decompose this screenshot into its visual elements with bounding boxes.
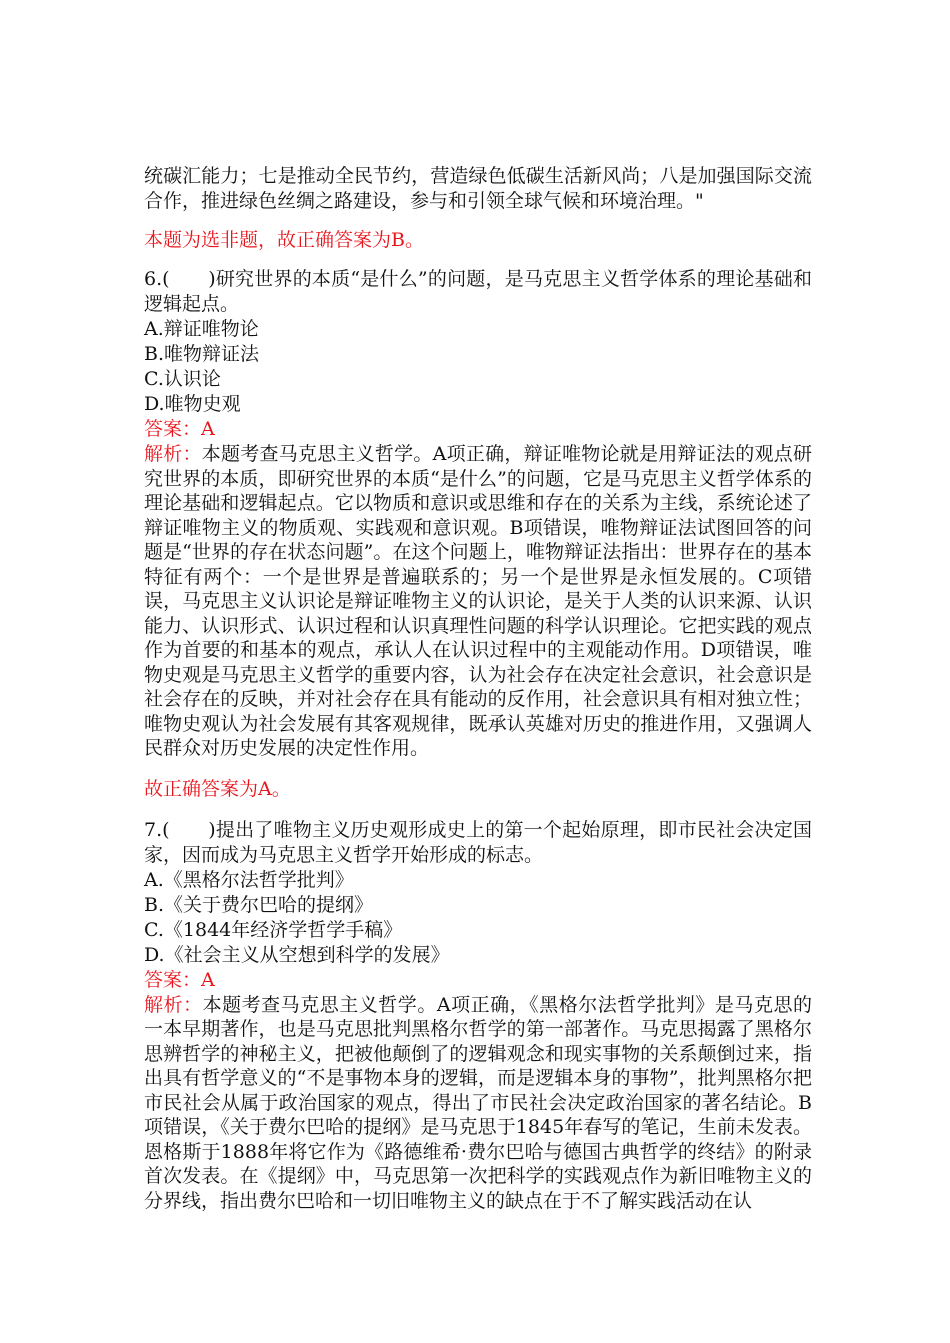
question-7-option-c: C.《1844年经济学哲学手稿》 <box>144 918 403 941</box>
analysis-text: 本题考查马克思主义哲学。A项正确，辩证唯物论就是用辩证法的观点研究世界的本质，即研究世界的本质“是什么”的问题，它是马克思主义哲学体系的理论基础和逻辑起点。它以物质和意识或思维和存在的关系为主线，系统论述了辩证唯物主义的物质观、实践观和意识观。B项错误，唯物辩证法试图回答的问题是“世界的存在状态问题”。在这个问题上，唯物辩证法指出：世界存在的基本特征有两个：一个是世界是普遍联系的；另一个是世界是永恒发展的。C项错误，马克思主义认识论是辩证唯物主义的认识论，是关于人类的认识来源、认识能力、认识形式、认识过程和认识真理性问题的科学认识理论。它把实践的观点作为首要的和基本的观点，承认人在认识过程中的主观能动作用。D项错误，唯物史观是马克思主义哲学的重要内容，认为社会存在决定社会意识，社会意识是社会存在的反映，并对社会存在具有能动的反作用，社会意识具有相对独立性；唯物史观认为社会发展有其客观规律，既承认英雄对历史的推进作用，又强调人民群众对历史发展的决定性作用。 <box>144 443 812 759</box>
intro-conclusion: 本题为选非题，故正确答案为B。 <box>144 229 424 251</box>
analysis-text: 本题考查马克思主义哲学。A项正确，《黑格尔法哲学批判》是马克思的一本早期著作，也是马克思批判黑格尔哲学的第一部著作。马克思揭露了黑格尔思辨哲学的神秘主义，把被他颠倒了的逻辑观念和现实事物的关系颠倒过来，指出具有哲学意义的“不是事物本身的逻辑，而是逻辑本身的事物”，批判黑格尔把市民社会从属于政治国家的观点，得出了市民社会决定政治国家的著名结论。B项错误，《关于费尔巴哈的提纲》是马克思于1845年春写的笔记，生前未发表。恩格斯于1888年将它作为《路德维希·费尔巴哈与德国古典哲学的终结》的附录首次发表。在《提纲》中，马克思第一次把科学的实践观点作为新旧唯物主义的分界线，指出费尔巴哈和一切旧唯物主义的缺点在于不了解实践活动在认 <box>144 993 812 1212</box>
analysis-label: 解析： <box>144 993 203 1016</box>
question-6-answer <box>144 417 812 442</box>
question-7 <box>144 818 812 1214</box>
question-6-option-d: D.唯物史观 <box>144 393 241 415</box>
question-6-option-c: C.认识论 <box>144 368 221 390</box>
question-6 <box>144 267 812 802</box>
question-6-analysis <box>144 442 812 761</box>
question-6-option-a: A.辩证唯物论 <box>144 318 259 340</box>
question-7-option-b: B.《关于费尔巴哈的提纲》 <box>144 893 374 916</box>
question-7-answer <box>144 968 812 993</box>
question-6-conclusion: 故正确答案为A。 <box>144 777 291 800</box>
answer-label: 答案： <box>144 968 202 991</box>
answer-label: 答案： <box>144 418 202 440</box>
question-6-option-b: B.唯物辩证法 <box>144 343 260 365</box>
question-6-stem: 6.( )研究世界的本质“是什么”的问题，是马克思主义哲学体系的理论基础和逻辑起点。 <box>144 268 812 315</box>
question-7-option-a: A.《黑格尔法哲学批判》 <box>144 868 354 891</box>
document-page <box>144 164 812 1213</box>
analysis-label: 解析： <box>144 443 202 465</box>
answer-value: A <box>201 968 215 991</box>
question-7-analysis <box>144 993 812 1214</box>
question-7-option-d: D.《社会主义从空想到科学的发展》 <box>144 943 450 966</box>
answer-value: A <box>201 418 215 440</box>
intro-paragraph: 统碳汇能力；七是推动全民节约，营造绿色低碳生活新风尚；八是加强国际交流合作，推进绿色丝绸之路建设，参与和引领全球气候和环境治理。" <box>144 165 812 212</box>
question-7-stem: 7.( )提出了唯物主义历史观形成史上的第一个起始原理，即市民社会决定国家，因而成为马克思主义哲学开始形成的标志。 <box>144 818 812 866</box>
